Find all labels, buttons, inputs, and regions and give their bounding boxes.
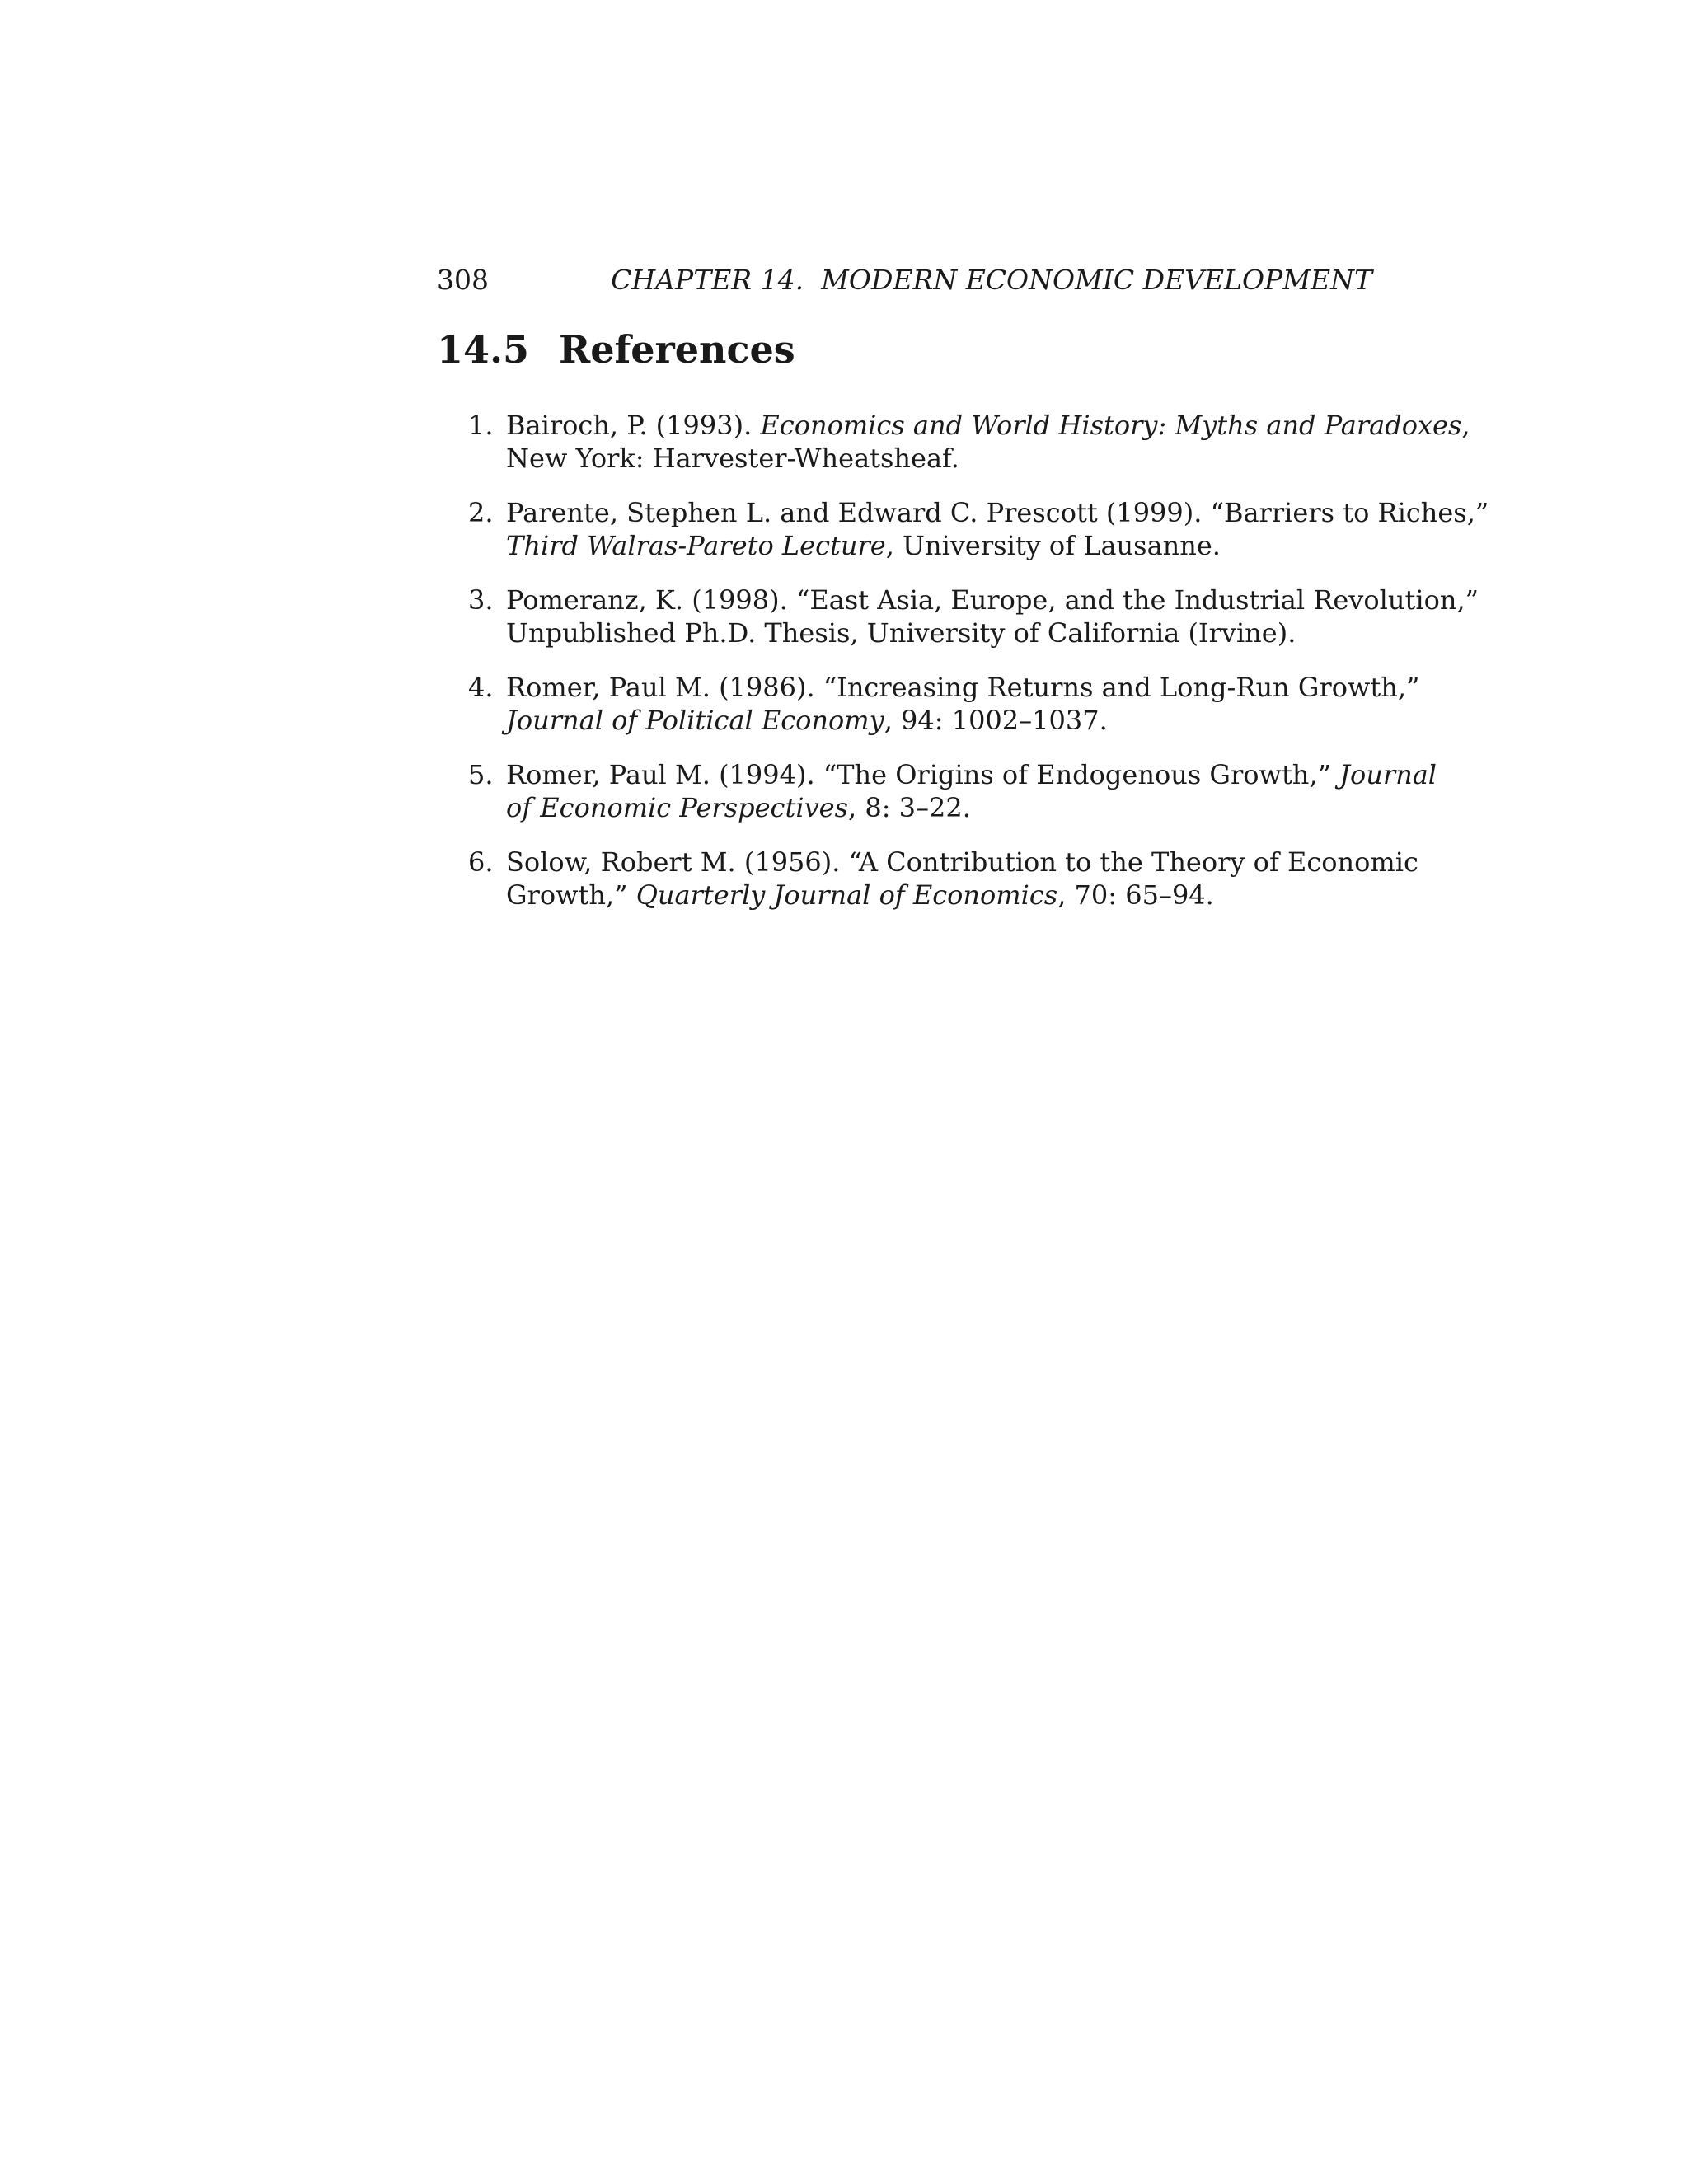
reference-number: 2. [468, 497, 494, 528]
reference-italic-title: Economics and World History: Myths and Paradoxes [760, 410, 1462, 441]
reference-number: 5. [468, 759, 494, 790]
section-heading [437, 326, 1372, 373]
reference-line [506, 616, 1372, 649]
reference-item [437, 846, 1418, 912]
reference-item [437, 758, 1437, 824]
reference-text: , 94: 1002–1037. [884, 705, 1108, 736]
reference-line [506, 529, 1372, 562]
reference-text: Bairoch, P. (1993). [506, 410, 761, 441]
reference-text: Unpublished Ph.D. Thesis, University of California (Irvine). [506, 617, 1296, 649]
reference-text: Solow, Robert M. (1956). “A Contribution to the Theory of Economic [506, 846, 1418, 878]
reference-line [506, 758, 1437, 791]
reference-text: , [1461, 410, 1470, 441]
section-title: References [559, 327, 795, 372]
reference-number: 1. [468, 410, 494, 441]
reference-number: 6. [468, 846, 494, 878]
reference-item [437, 496, 1489, 562]
reference-text: Growth,” [506, 879, 636, 911]
reference-text: Romer, Paul M. (1986). “Increasing Returns and Long-Run Growth,” [506, 672, 1420, 703]
reference-number: 3. [468, 584, 494, 616]
reference-line [506, 583, 1479, 616]
reference-italic-title: Journal [1339, 759, 1437, 790]
reference-item [437, 671, 1420, 737]
reference-line [506, 671, 1420, 704]
reference-text: Pomeranz, K. (1998). “East Asia, Europe, and the Industrial Revolution,” [506, 584, 1479, 616]
reference-italic-title: Journal of Political Economy [506, 705, 884, 736]
reference-line [506, 879, 1372, 912]
reference-number: 4. [468, 672, 494, 703]
section-number: 14.5 [437, 327, 530, 372]
reference-item [437, 583, 1479, 649]
reference-text: , 70: 65–94. [1057, 879, 1214, 911]
reference-text: , University of Lausanne. [885, 530, 1221, 561]
running-head [437, 262, 1372, 298]
reference-italic-title: Quarterly Journal of Economics [635, 879, 1058, 911]
reference-list [437, 409, 1489, 912]
reference-italic-title: of Economic Perspectives [506, 792, 848, 823]
running-title: CHAPTER 14. MODERN ECONOMIC DEVELOPMENT [611, 264, 1372, 296]
reference-line [506, 846, 1418, 879]
reference-text: , 8: 3–22. [848, 792, 971, 823]
reference-line [506, 496, 1489, 529]
book-page [437, 262, 1489, 933]
reference-line [506, 704, 1372, 737]
reference-item [437, 409, 1470, 475]
page-number: 308 [437, 264, 489, 296]
reference-text: Parente, Stephen L. and Edward C. Prescott (1999). “Barriers to Riches,” [506, 497, 1489, 528]
reference-italic-title: Third Walras-Pareto Lecture [506, 530, 886, 561]
reference-line [506, 791, 1372, 824]
reference-text: New York: Harvester-Wheatsheaf. [506, 443, 959, 474]
reference-line [506, 409, 1470, 442]
reference-line [506, 442, 1372, 475]
reference-text: Romer, Paul M. (1994). “The Origins of Endogenous Growth,” [506, 759, 1340, 790]
